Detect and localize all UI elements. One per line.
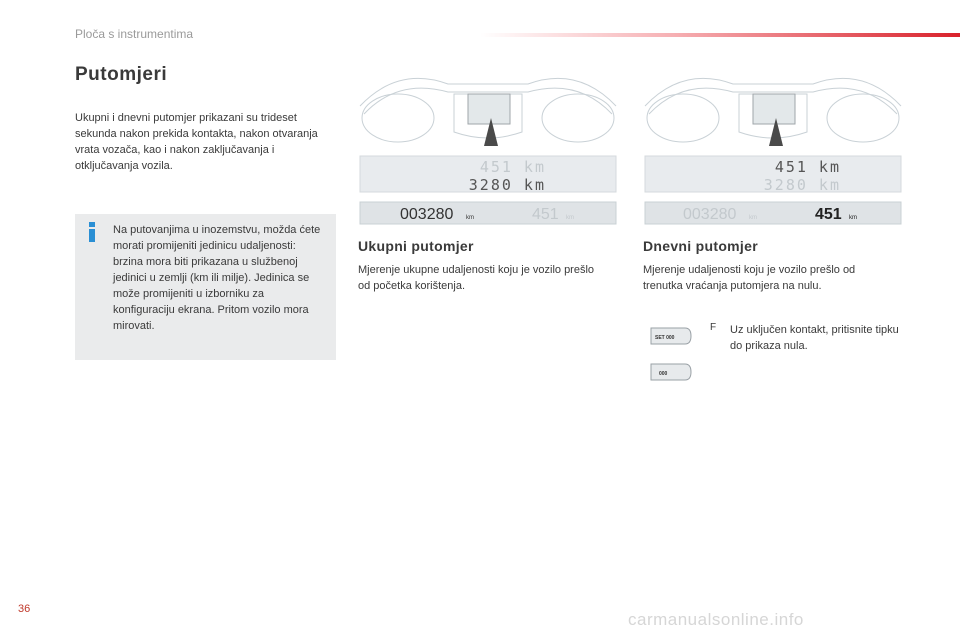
- bullet-marker-icon: F: [710, 322, 717, 333]
- odo-unit: km: [749, 215, 757, 221]
- reset-000-label: 000: [659, 371, 668, 377]
- info-icon: [85, 222, 99, 242]
- header-rule: [480, 33, 960, 37]
- trip-odometer-illustration: [643, 66, 903, 226]
- button-illustrations: [649, 324, 693, 384]
- reset-000-button: [651, 364, 691, 380]
- trip-odometer-heading: Dnevni putomjer: [643, 238, 758, 254]
- running-header: Ploča s instrumentima: [75, 27, 194, 41]
- cluster-screen: [468, 94, 510, 124]
- page-number: 36: [18, 603, 31, 615]
- trip-value: 451: [532, 206, 559, 223]
- display-line-2: 3280 km: [763, 176, 841, 194]
- intro-paragraph: Ukupni i dnevni putomjer prikazani su trideset sekunda nakon prekida kontakta, nakon otvaranja vrata vozača, kao i nakon zaključavanja i otključavanja vozila.: [75, 112, 318, 172]
- cluster-screen: [753, 94, 795, 124]
- display-line-1: 451 km: [479, 158, 546, 176]
- odo-unit: km: [466, 215, 474, 221]
- info-text: Na putovanjima u inozemstvu, možda ćete morati promijeniti jedinicu udaljenosti: brzina mora biti prikazana u službenoj jedinici u zemlji (km ili milje). Jedinica se može promijeniti u izborniku za konfiguraciju ekrana. Pritom vozilo mora mirovati.: [113, 224, 321, 332]
- odo-value: 003280: [400, 206, 454, 223]
- trip-unit: km: [849, 215, 857, 221]
- watermark: carmanualsonline.info: [628, 610, 804, 629]
- page-title: Putomjeri: [75, 64, 168, 85]
- total-odometer-heading: Ukupni putomjer: [358, 238, 474, 254]
- set-000-button: [651, 328, 691, 344]
- trip-unit: km: [566, 215, 574, 221]
- display-line-1: 451 km: [774, 158, 841, 176]
- total-odometer-text: Mjerenje ukupne udaljenosti koju je vozilo prešlo od početka korištenja.: [358, 264, 595, 292]
- total-odometer-illustration: [358, 66, 618, 226]
- set-000-label: SET 000: [655, 335, 675, 341]
- odo-value: 003280: [683, 206, 737, 223]
- display-line-2: 3280 km: [468, 176, 546, 194]
- trip-value: 451: [815, 206, 842, 223]
- odometer-strip: [360, 202, 616, 224]
- reset-instruction: Uz uključen kontakt, pritisnite tipku do prikaza nula.: [730, 324, 899, 352]
- trip-odometer-text: Mjerenje udaljenosti koju je vozilo prešlo od trenutka vraćanja putomjera na nulu.: [643, 264, 856, 292]
